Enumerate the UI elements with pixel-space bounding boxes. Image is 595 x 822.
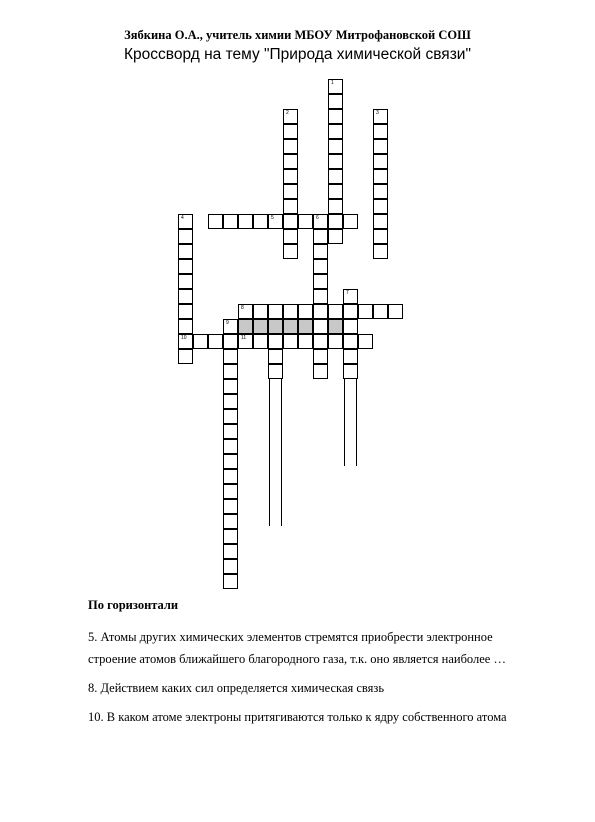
crossword-cell [253,214,268,229]
crossword-cell [313,334,328,349]
clue-number: 11 [241,335,247,341]
crossword-cell [373,199,388,214]
grid-line [344,379,345,466]
crossword-cell [328,229,343,244]
clue-number: 1 [331,80,334,86]
crossword-cell [178,244,193,259]
crossword-cell [373,244,388,259]
crossword-cell [373,139,388,154]
crossword-cell [178,229,193,244]
crossword-cell [223,214,238,229]
crossword-cell [223,574,238,589]
crossword-cell [313,349,328,364]
crossword-cell [373,229,388,244]
crossword-cell [328,154,343,169]
crossword-cell [313,229,328,244]
clue-item: 5. Атомы других химических элементов стремятся приобрести электронное строение атомов ближайшего благородного газа, т.к. оно является наиболее … [88,630,506,666]
crossword-cell [328,169,343,184]
clue-number: 5 [271,215,274,221]
crossword-cell [238,214,253,229]
crossword-cell [223,514,238,529]
crossword-cell [253,304,268,319]
crossword-cell [283,304,298,319]
crossword-cell [313,259,328,274]
crossword-cell [283,244,298,259]
crossword-cell [313,289,328,304]
crossword-cell [178,274,193,289]
crossword-cell [223,454,238,469]
crossword-cell [268,349,283,364]
crossword-cell [298,319,313,334]
crossword-cell [283,214,298,229]
crossword-cell [268,319,283,334]
crossword-cell [253,319,268,334]
clue-number: 6 [316,215,319,221]
crossword-cell [328,334,343,349]
crossword-cell [223,334,238,349]
crossword-cell [373,214,388,229]
crossword-cell [343,349,358,364]
crossword-cell [373,154,388,169]
crossword-cell [223,439,238,454]
crossword-cell [343,334,358,349]
crossword-cell [208,334,223,349]
crossword-cell [178,349,193,364]
clue-number: 7 [346,290,349,296]
crossword-cell [223,484,238,499]
crossword-cell [208,214,223,229]
crossword-cell [328,109,343,124]
crossword-cell [328,304,343,319]
crossword-cell [283,334,298,349]
crossword-cell [373,124,388,139]
crossword-cell [328,124,343,139]
crossword-cell [223,544,238,559]
crossword-cell [223,499,238,514]
clue-number: 10 [181,335,187,341]
grid-line [356,379,357,466]
clues-section [88,598,528,735]
crossword-cell [328,214,343,229]
crossword-cell [268,364,283,379]
crossword-cell [268,304,283,319]
clue-number: 4 [181,215,184,221]
crossword-cell [328,199,343,214]
crossword-cell [283,154,298,169]
crossword-cell [313,274,328,289]
grid-line [269,379,270,526]
crossword-cell [343,214,358,229]
crossword-cell [253,334,268,349]
crossword-cell [283,139,298,154]
crossword-cell [193,334,208,349]
clue-item: 10. В каком атоме электроны притягиваются только к ядру собственного атома [88,710,507,724]
crossword-cell [358,304,373,319]
crossword-cell [283,184,298,199]
clue-number: 8 [241,305,244,311]
crossword-cell [328,184,343,199]
crossword-cell [238,319,253,334]
clue-item: 8. Действием каких сил определяется химическая связь [88,681,385,695]
crossword-cell [223,424,238,439]
crossword-cell [223,529,238,544]
crossword-cell [373,184,388,199]
crossword-cell [373,304,388,319]
clue-number: 2 [286,110,289,116]
crossword-cell [343,304,358,319]
crossword-cell [313,244,328,259]
crossword-cell [313,304,328,319]
crossword-cell [358,334,373,349]
crossword-cell [268,334,283,349]
crossword-cell [178,289,193,304]
crossword-cell [298,214,313,229]
author-line: Зябкина О.А., учитель химии МБОУ Митрофановской СОШ [124,28,471,42]
clue-number: 3 [376,110,379,116]
crossword-cell [313,364,328,379]
crossword-cell [373,169,388,184]
crossword-cell [328,319,343,334]
crossword-cell [343,364,358,379]
crossword-cell [283,169,298,184]
crossword-cell [178,259,193,274]
crossword-cell [223,379,238,394]
crossword-cell [283,319,298,334]
crossword-cell [223,559,238,574]
crossword-cell [223,409,238,424]
crossword-cell [283,229,298,244]
crossword-cell [388,304,403,319]
clue-number: 9 [226,320,229,326]
grid-line [281,379,282,526]
crossword-cell [298,334,313,349]
clues-heading: По горизонтали [88,598,179,612]
crossword-cell [223,469,238,484]
crossword-cell [313,319,328,334]
crossword-cell [223,394,238,409]
page-title: Кроссворд на тему "Природа химической связи" [124,46,471,63]
crossword-cell [223,364,238,379]
crossword-cell [178,319,193,334]
crossword-cell [328,94,343,109]
crossword-cell [343,319,358,334]
crossword-cell [328,139,343,154]
crossword-cell [178,304,193,319]
crossword-cell [283,199,298,214]
crossword-cell [283,124,298,139]
crossword-cell [223,349,238,364]
crossword-cell [298,304,313,319]
